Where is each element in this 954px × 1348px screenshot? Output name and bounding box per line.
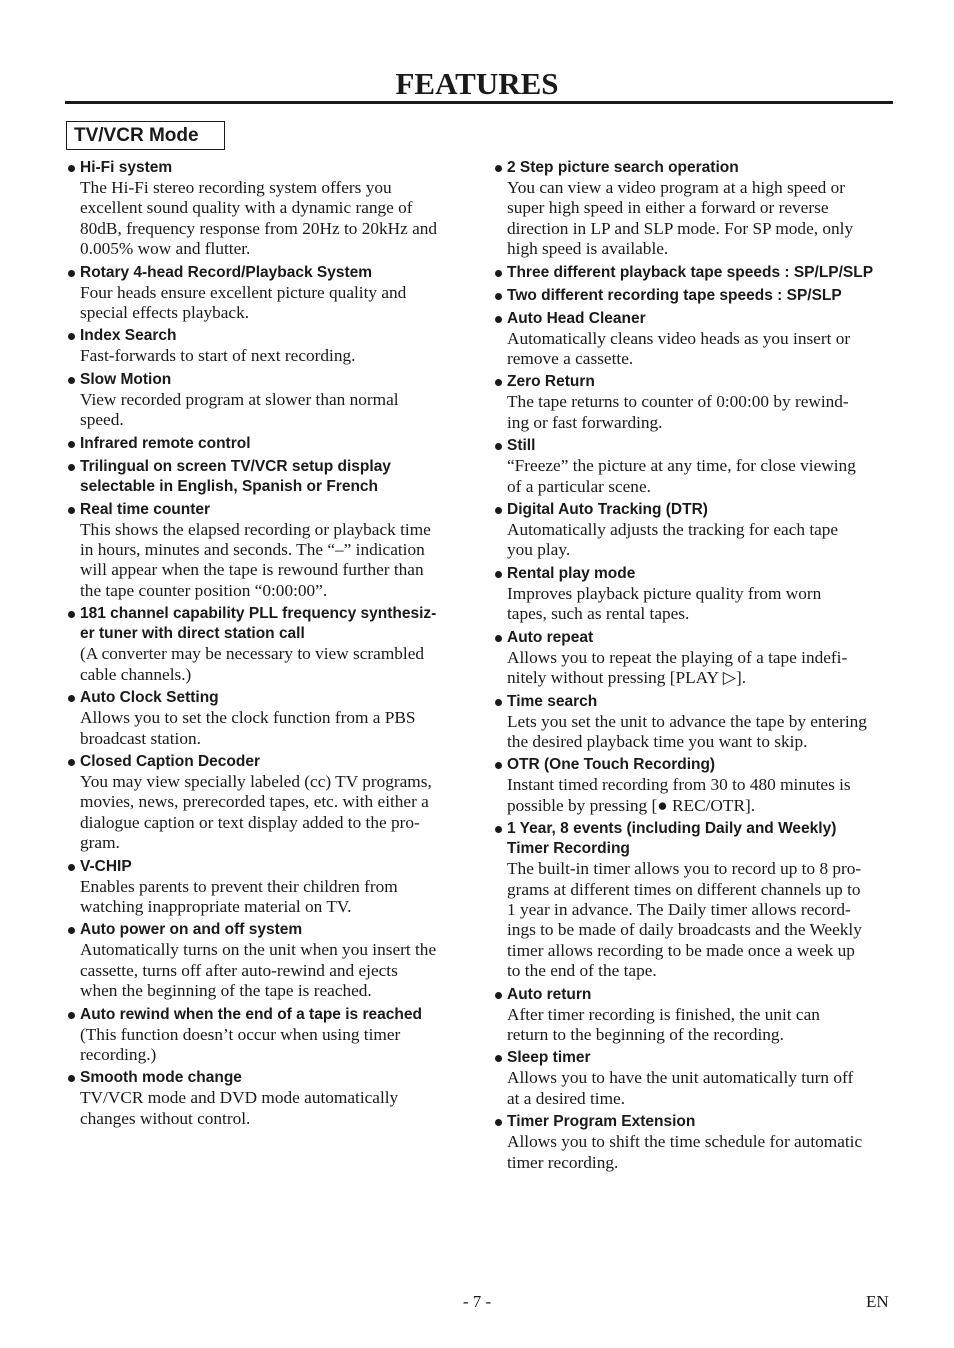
feature-item <box>493 628 895 689</box>
feature-description: (This function doesn’t occur when using timer recording.) <box>80 1024 401 1064</box>
feature-name <box>66 326 468 346</box>
feature-name <box>493 286 895 306</box>
feature-name <box>66 457 468 497</box>
feature-description: Automatically adjusts the tracking for each tape you play. <box>507 520 839 560</box>
feature-item <box>66 457 468 497</box>
feature-item <box>493 372 895 433</box>
feature-name-text: Slow Motion <box>80 370 172 388</box>
bullet-icon <box>68 507 75 514</box>
bullet-icon <box>68 165 75 172</box>
feature-item <box>66 158 468 260</box>
bullet-icon <box>68 441 75 448</box>
feature-name-text: Two different recording tape speeds : SP/SLP <box>507 286 842 304</box>
page-title: FEATURES <box>395 66 559 101</box>
feature-description: Fast-forwards to start of next recording. <box>80 346 356 366</box>
section-heading: TV/VCR Mode <box>66 121 225 150</box>
feature-name <box>493 985 895 1005</box>
feature-name-text: Auto rewind when the end of a tape is reached <box>80 1005 422 1023</box>
feature-name-text: Hi-Fi system <box>80 159 173 176</box>
bullet-icon <box>68 864 75 871</box>
feature-item <box>66 263 468 324</box>
feature-description: You can view a video program at a high speed or super high speed in either a forward or reverse direction in LP and SLP mode. For SP mode, only high speed is available. <box>507 178 854 259</box>
bullet-icon <box>68 464 75 471</box>
bullet-icon <box>495 571 502 578</box>
feature-name-text: 2 Step picture search operation <box>507 159 739 176</box>
feature-description: Allows you to set the clock function from a PBS broadcast station. <box>80 708 416 748</box>
feature-name-text: 1 Year, 8 events (including Daily and Weekly) Timer Recording <box>507 820 837 858</box>
bullet-icon <box>495 826 502 833</box>
feature-name-text: Still <box>507 437 536 455</box>
feature-item <box>493 755 895 816</box>
feature-name-text: 181 channel capability PLL frequency synthesiz- er tuner with direct station call <box>80 605 437 643</box>
bullet-icon <box>68 377 75 384</box>
feature-name <box>493 309 895 329</box>
feature-description: The tape returns to counter of 0:00:00 by rewind- ing or fast forwarding. <box>507 392 849 432</box>
feature-name-text: V-CHIP <box>80 857 132 875</box>
feature-name-text: Closed Caption Decoder <box>80 752 260 770</box>
feature-name-text: Zero Return <box>507 373 595 391</box>
feature-name-text: Real time counter <box>80 500 211 518</box>
feature-name-text: Time search <box>507 692 598 710</box>
feature-description: Four heads ensure excellent picture quality and special effects playback. <box>80 282 407 323</box>
feature-name-text: Auto power on and off system <box>80 921 303 939</box>
feature-item <box>66 604 468 685</box>
feature-name <box>66 370 468 390</box>
feature-description: TV/VCR mode and DVD mode automatically changes without control. <box>80 1088 399 1128</box>
right-feature-column <box>493 158 895 1176</box>
bullet-icon <box>495 379 502 386</box>
bullet-icon <box>68 1075 75 1082</box>
feature-item <box>493 819 895 981</box>
bullet-icon <box>495 293 502 300</box>
feature-item <box>66 326 468 366</box>
feature-name <box>493 263 895 283</box>
bullet-icon <box>68 333 75 340</box>
bullet-icon <box>495 762 502 769</box>
feature-item <box>66 688 468 749</box>
feature-name-text: Auto return <box>507 985 592 1003</box>
feature-item <box>66 920 468 1001</box>
feature-description: Allows you to have the unit automatically turn off at a desired time. <box>507 1068 854 1108</box>
feature-item <box>493 158 895 260</box>
bullet-icon <box>68 759 75 766</box>
feature-item <box>493 1112 895 1173</box>
bullet-icon <box>495 699 502 706</box>
bullet-icon <box>495 165 502 172</box>
feature-name <box>493 564 895 584</box>
feature-name <box>493 436 895 456</box>
feature-item <box>493 309 895 370</box>
left-feature-column <box>66 158 468 1132</box>
feature-name-text: Index Search <box>80 327 177 345</box>
feature-name-text: Digital Auto Tracking (DTR) <box>507 501 708 519</box>
feature-name-text: Sleep timer <box>507 1049 591 1067</box>
feature-name-text: Timer Program Extension <box>507 1113 696 1131</box>
feature-description: This shows the elapsed recording or playback time in hours, minutes and seconds. The “–” indication will appear when the tape is rewound further than the tape counter position “0:00:00”. <box>80 519 431 600</box>
feature-item <box>493 263 895 283</box>
feature-item <box>66 434 468 454</box>
feature-item <box>493 286 895 306</box>
feature-item <box>493 564 895 625</box>
feature-item <box>493 692 895 753</box>
bullet-icon <box>495 992 502 999</box>
feature-item <box>493 500 895 561</box>
feature-name-text: Rental play mode <box>507 564 636 582</box>
feature-name <box>493 755 895 775</box>
feature-name <box>66 920 468 940</box>
feature-description: Improves playback picture quality from worn tapes, such as rental tapes. <box>507 583 822 624</box>
feature-name-text: Infrared remote control <box>80 434 251 452</box>
feature-item <box>66 370 468 431</box>
feature-name <box>66 688 468 708</box>
feature-name <box>66 1068 468 1088</box>
feature-item <box>66 500 468 602</box>
bullet-icon <box>495 443 502 450</box>
feature-name-text: OTR (One Touch Recording) <box>507 756 716 774</box>
bullet-icon <box>495 270 502 277</box>
feature-name <box>66 1005 468 1025</box>
feature-name-text: Trilingual on screen TV/VCR setup display selectable in English, Spanish or French <box>80 457 391 495</box>
feature-item <box>66 1068 468 1129</box>
feature-name <box>493 692 895 712</box>
feature-description: After timer recording is finished, the unit can return to the beginning of the recording. <box>507 1004 820 1044</box>
feature-name <box>66 857 468 877</box>
feature-name <box>66 500 468 520</box>
feature-item <box>493 1048 895 1109</box>
feature-name <box>66 752 468 772</box>
feature-name <box>493 500 895 520</box>
feature-name <box>493 158 895 178</box>
feature-name <box>493 1048 895 1068</box>
feature-description: “Freeze” the picture at any time, for close viewing of a particular scene. <box>507 456 856 496</box>
feature-description: Allows you to repeat the playing of a tape indefi- nitely without pressing [PLAY ▷]. <box>507 647 848 688</box>
feature-description: Automatically turns on the unit when you insert the cassette, turns off after auto-rewind and ejects when the beginning of the tape is reached. <box>80 940 437 1001</box>
bullet-icon <box>68 611 75 618</box>
feature-description: Allows you to shift the time schedule for automatic timer recording. <box>507 1132 863 1172</box>
feature-description: Enables parents to prevent their children from watching inappropriate material on TV. <box>80 876 398 916</box>
feature-name-text: Smooth mode change <box>80 1069 242 1087</box>
bullet-icon <box>68 270 75 277</box>
feature-name <box>493 819 895 859</box>
feature-description: The built-in timer allows you to record up to 8 pro- grams at different times on different channels up to 1 year in advance. The Daily timer allows record- ings to be made of daily broadcasts and the Weekly timer allows recording to be made once a week up to the end of the tape. <box>507 859 862 981</box>
feature-name-text: Three different playback tape speeds : SP/LP/SLP <box>507 263 874 281</box>
feature-item <box>66 857 468 918</box>
bullet-icon <box>68 695 75 702</box>
bullet-icon <box>68 1012 75 1019</box>
bullet-icon <box>495 635 502 642</box>
feature-name-text: Auto Clock Setting <box>80 689 219 707</box>
feature-name <box>66 158 468 178</box>
feature-name <box>66 434 468 454</box>
feature-name <box>493 372 895 392</box>
bullet-icon <box>68 927 75 934</box>
feature-name <box>66 604 468 644</box>
bullet-icon <box>495 507 502 514</box>
feature-item <box>66 1005 468 1066</box>
feature-description: The Hi-Fi stereo recording system offers you excellent sound quality with a dynamic range of 80dB, frequency response from 20Hz to 20kHz and 0.005% wow and flutter. <box>80 178 438 259</box>
feature-name-text: Rotary 4-head Record/Playback System <box>80 263 373 281</box>
bullet-icon <box>495 1119 502 1126</box>
feature-description: You may view specially labeled (cc) TV programs, movies, news, prerecorded tapes, etc. with either a dialogue caption or text display added to the pro- gram. <box>80 771 432 853</box>
feature-item <box>66 752 468 854</box>
language-code: EN <box>866 1292 889 1311</box>
feature-name <box>493 628 895 648</box>
feature-name-text: Auto Head Cleaner <box>507 309 646 327</box>
title-divider <box>65 101 893 104</box>
feature-item <box>493 985 895 1046</box>
bullet-icon <box>495 316 502 323</box>
feature-name <box>493 1112 895 1132</box>
feature-description: (A converter may be necessary to view scrambled cable channels.) <box>80 644 425 684</box>
feature-description: Lets you set the unit to advance the tape by entering the desired playback time you want to skip. <box>507 711 867 751</box>
feature-description: Instant timed recording from 30 to 480 minutes is possible by pressing [● REC/OTR]. <box>507 775 851 815</box>
feature-name-text: Auto repeat <box>507 628 594 646</box>
bullet-icon <box>495 1055 502 1062</box>
feature-item <box>493 436 895 497</box>
feature-name <box>66 263 468 283</box>
feature-description: View recorded program at slower than normal speed. <box>80 389 399 430</box>
page-number: - 7 - <box>462 1292 492 1311</box>
feature-description: Automatically cleans video heads as you insert or remove a cassette. <box>507 328 851 369</box>
